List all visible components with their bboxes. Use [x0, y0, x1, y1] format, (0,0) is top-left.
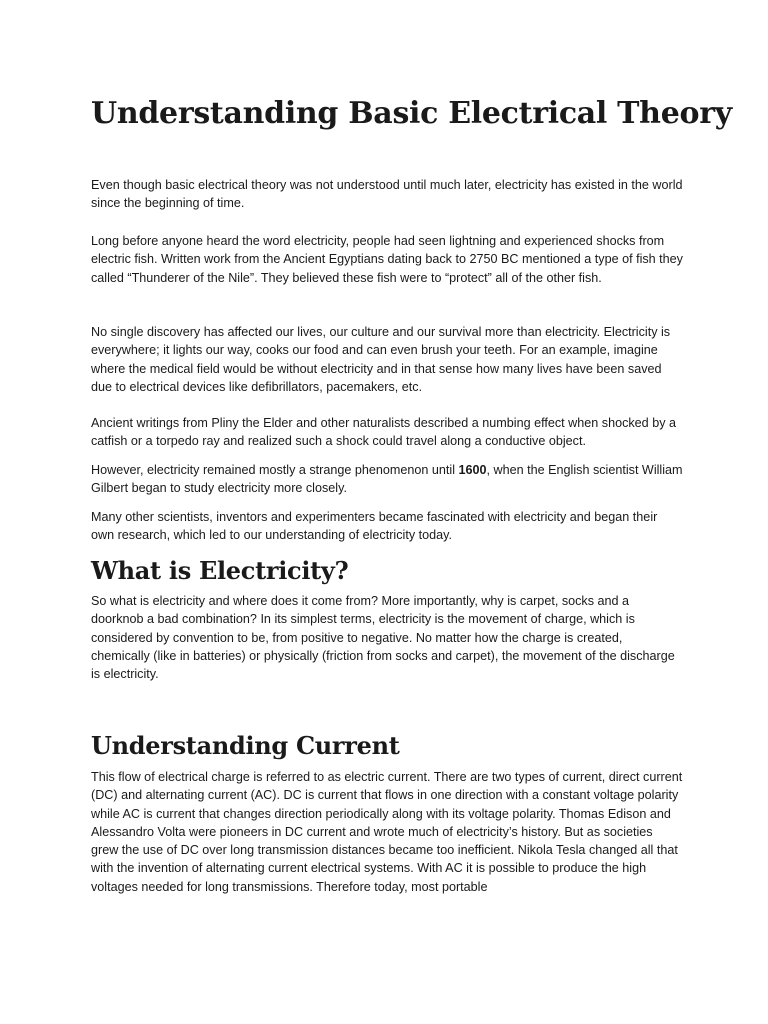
gilbert-text-after: , when the English scientist William Gilbert began to study electricity more closely.	[91, 463, 683, 496]
section-heading-current: Understanding Current	[91, 731, 400, 760]
gilbert-year: 1600	[458, 463, 487, 477]
gilbert-paragraph	[91, 461, 683, 498]
section-heading-electricity: What is Electricity?	[91, 556, 349, 585]
gilbert-text-before: However, electricity remained mostly a strange phenomenon until	[91, 463, 459, 477]
intro-paragraph-4: Ancient writings from Pliny the Elder and other naturalists described a numbing effect when shocked by a catfish or a torpedo ray and realized such a shock could travel along a conductive object.	[91, 416, 676, 449]
intro-paragraph-2: Long before anyone heard the word electricity, people had seen lightning and experienced shocks from electric fish. Written work from the Ancient Egyptians dating back to 2750 BC mentioned a type of fish they called “Thunderer of the Nile”. They believed these fish were to “protect” all of the other fish.	[91, 234, 683, 285]
intro-paragraph-1: Even though basic electrical theory was not understood until much later, electricity has existed in the world since the beginning of time.	[91, 178, 683, 211]
scientists-paragraph: Many other scientists, inventors and experimenters became fascinated with electricity and began their own research, which led to our understanding of electricity today.	[91, 510, 658, 543]
section-body-electricity: So what is electricity and where does it come from? More importantly, why is carpet, socks and a doorknob a bad combination? In its simplest terms, electricity is the movement of charge, which is considered by convention to be, from positive to negative. No matter how the charge is created, chemically (like in batteries) or physically (friction from socks and carpet), the movement of the discharge is electricity.	[91, 594, 675, 682]
section-body-current: This flow of electrical charge is referred to as electric current. There are two types of current, direct current (DC) and alternating current (AC). DC is current that flows in one direction with a constant voltage polarity while AC is current that changes direction periodically along with its voltage polarity. Thomas Edison and Alessandro Volta were pioneers in DC current and wrote much of electricity’s history. But as societies grew the use of DC over long transmission distances became too inefficient. Nikola Tesla changed all that with the invention of alternating current electrical systems. With AC it is possible to produce the high voltages needed for long transmissions. Therefore today, most portable	[91, 770, 683, 894]
intro-paragraph-3: No single discovery has affected our lives, our culture and our survival more than electricity. Electricity is everywhere; it lights our way, cooks our food and can even brush your teeth. For an example, imagine where the medical field would be without electricity and in that sense how many lives have been saved due to electrical devices like defibrillators, pacemakers, etc.	[91, 325, 671, 394]
document-title: Understanding Basic Electrical Theory	[91, 96, 732, 131]
